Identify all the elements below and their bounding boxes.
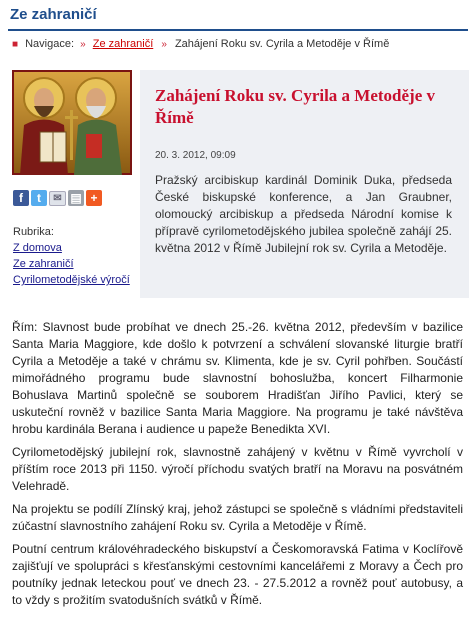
article-paragraph: Cyrilometodějský jubilejní rok, slavnostně zahájený v květnu v Římě vyvrcholí v příštím roce 2013 při 1150. výročí příchodu svatých bratří na Moravu na posvátném Velehradě. (12, 445, 463, 493)
breadcrumb (12, 38, 389, 50)
article-body (12, 319, 463, 609)
breadcrumb-current: Zahájení Roku sv. Cyrila a Metoděje v Římě (174, 38, 390, 50)
breadcrumb-link-ze-zahranici[interactable]: Ze zahraničí (92, 38, 154, 50)
section-title: Ze zahraničí (10, 6, 97, 23)
article-date: 20. 3. 2012, 09:09 (155, 150, 236, 161)
bullet-icon: ■ (12, 39, 19, 50)
section-header (0, 0, 474, 32)
article-paragraph: Na projektu se podílí Zlínský kraj, jehož zástupci se společně s vládními představiteli zúčastní slavnostního zahájení Roku sv. Cyrila a Metoděje v Římě. (12, 502, 463, 533)
section-divider (8, 29, 468, 31)
rubrika-link-z-domova[interactable]: Z domova (13, 242, 62, 254)
article-image-saints-icon (12, 70, 132, 175)
article-title: Zahájení Roku sv. Cyrila a Metoděje v Římě (155, 86, 436, 127)
breadcrumb-label: Navigace: (25, 38, 75, 50)
print-icon[interactable]: ▤ (68, 190, 84, 206)
arrow-icon: » (80, 39, 86, 50)
twitter-icon[interactable]: t (31, 190, 47, 206)
rubrika-link-ze-zahranici[interactable]: Ze zahraničí (13, 258, 74, 270)
article-paragraph: Poutní centrum královéhradeckého biskupství a Českomoravská Fatima v Koclířově zajišťují ve spolupráci s křesťanskými cestovními kancelářemi z Moravy a Čech pro poutníky jednak leteckou pouť ve dnech 23. - 27.5.2012 a rovněž pouť autobusy, a to vždy s prožitím svatodušních svátků v Římě. (12, 542, 463, 607)
email-icon[interactable]: ✉ (49, 191, 66, 206)
article-paragraph: Řím: Slavnost bude probíhat ve dnech 25.-26. května 2012, především v bazilice Santa Maria Maggiore, kde došlo k potvrzení a schválení slovanské liturgie bratří Cyrila a Metoděje a také v chrámu sv. Klimenta, kde je sv. Cyril pohřben. Součástí mimořádného programu bude slavnostní bohoslužba, koncert Filharmonie Bohuslava Martinů společně se souborem Hradišťan Jiřího Pavlici, který se uskuteční rovněž v bazilice Santa Maria Maggiore. Na programu je také návštěva hrobu kardinála Berana i audience u papeže Benedikta XVI. (12, 320, 463, 436)
rubrika-label: Rubrika: (13, 226, 54, 238)
arrow-icon: » (161, 39, 167, 50)
facebook-icon[interactable]: f (13, 190, 29, 206)
share-toolbar (13, 190, 104, 208)
rubrika-box (13, 224, 130, 288)
article-perex: Pražský arcibiskup kardinál Dominik Duka, předseda České biskupské konference, a Jan Graubner, olomoucký arcibiskup a předseda Národní komise k přípravě cyrilometodějského jubilea společně zahájí 25. května 2012 v Římě Jubilejní rok sv. Cyrila a Metoděje. (155, 173, 452, 255)
add-icon[interactable]: + (86, 190, 102, 206)
rubrika-link-cyrilometodejske-vyroci[interactable]: Cyrilometodějské výročí (13, 274, 130, 286)
